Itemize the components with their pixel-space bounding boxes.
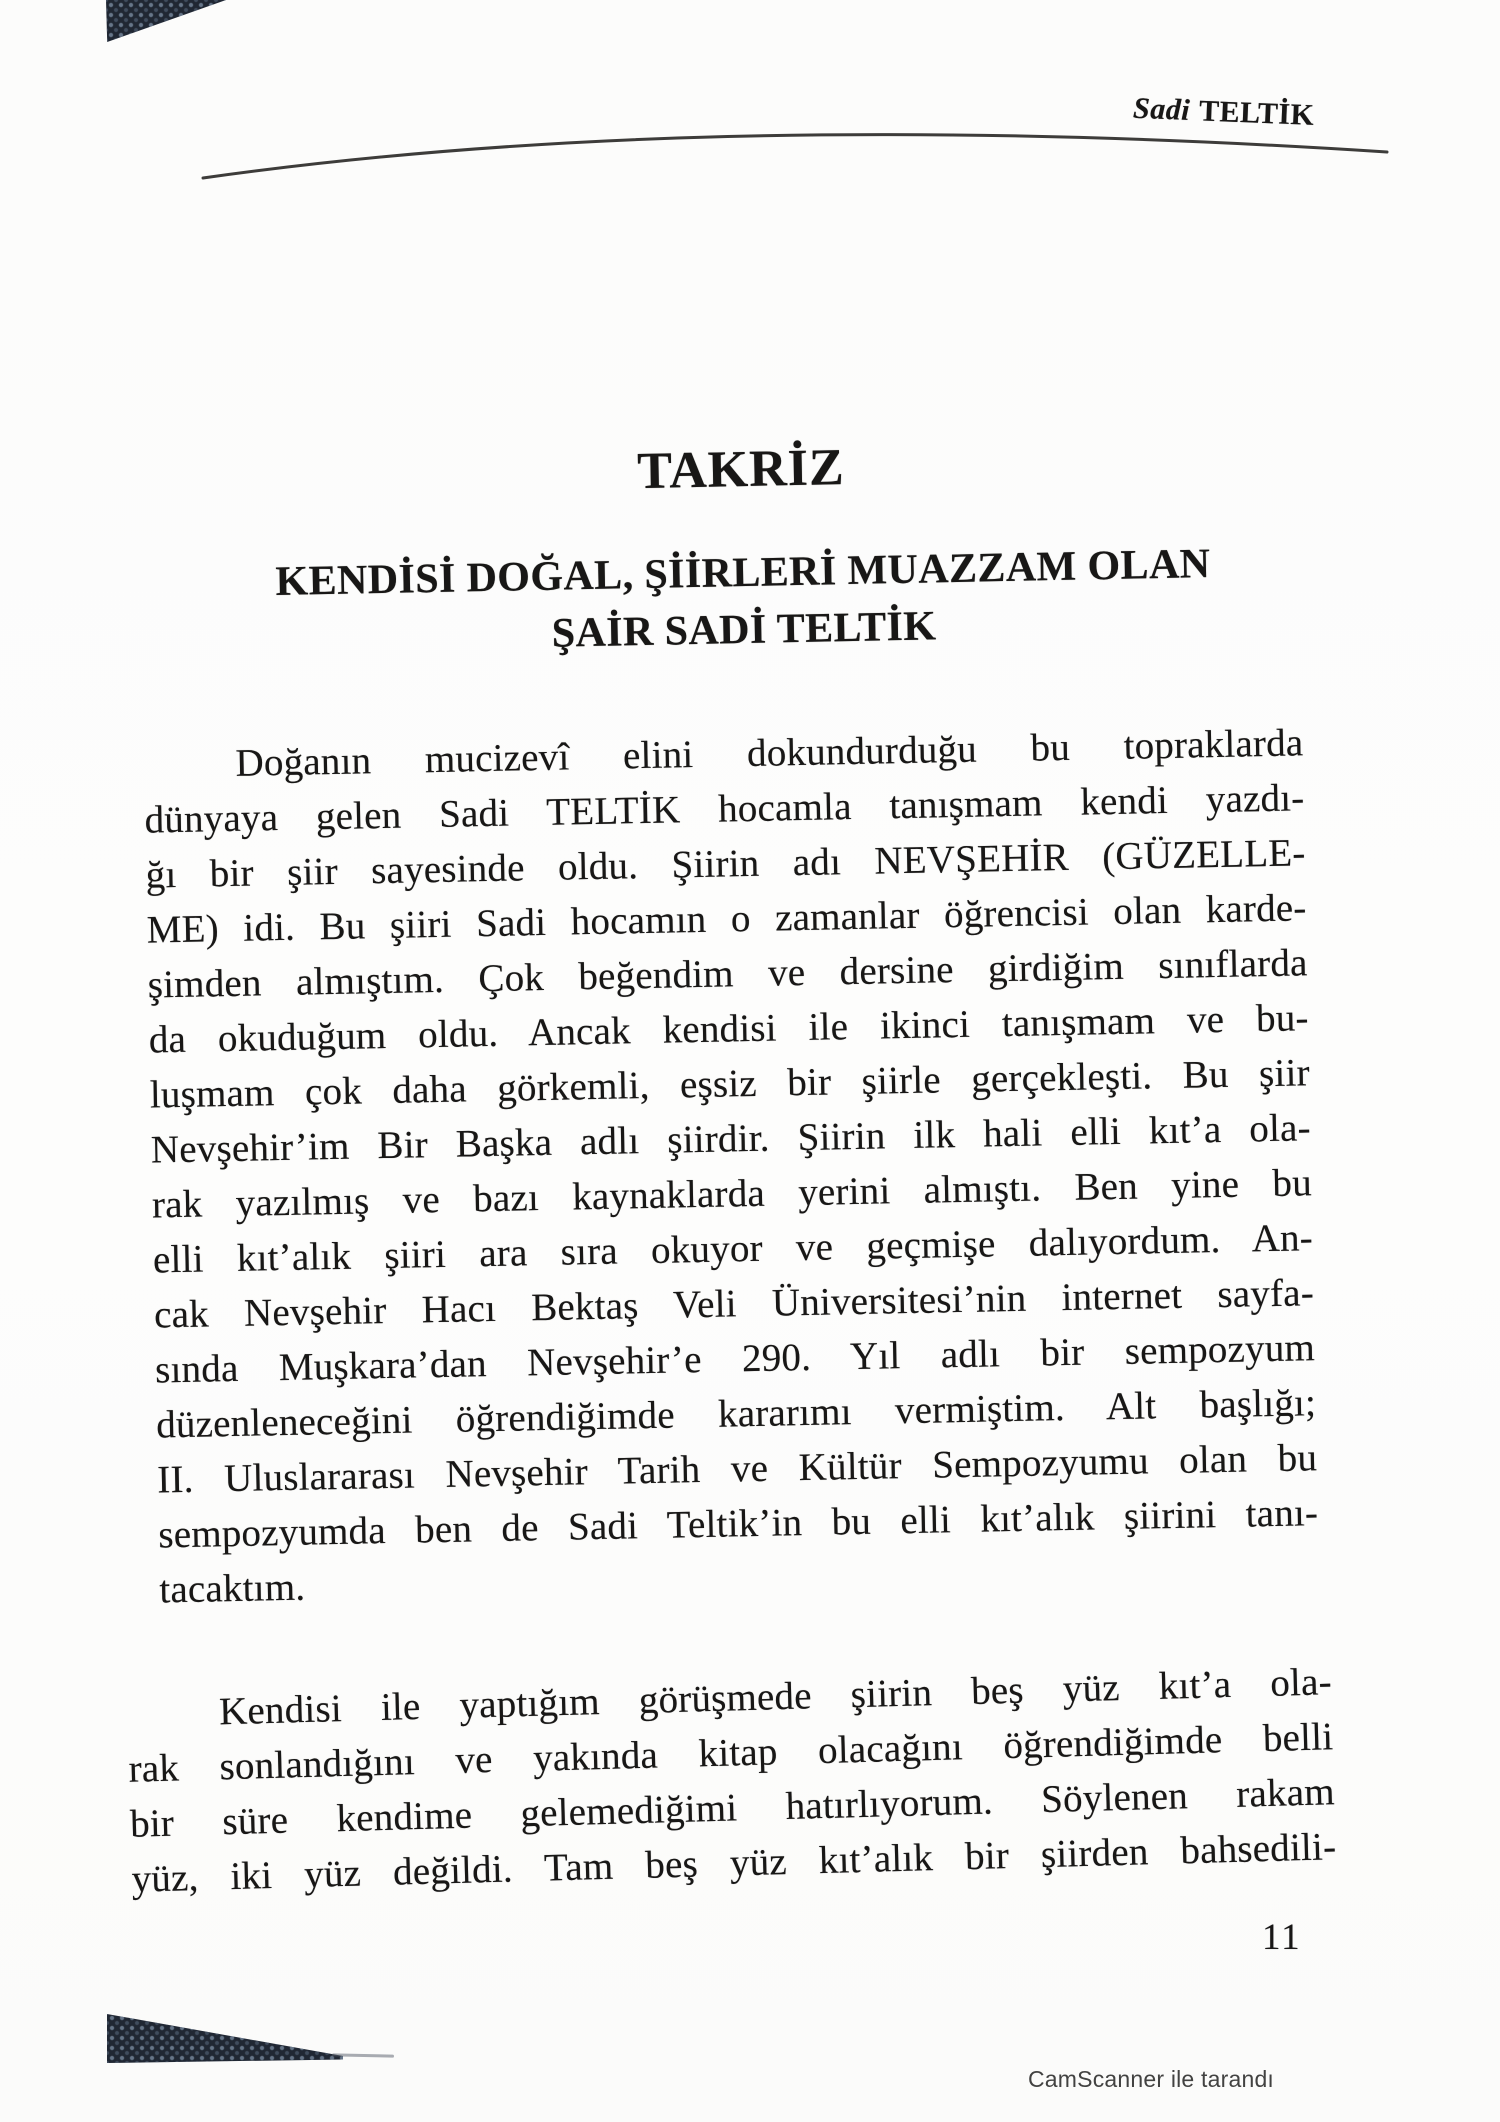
text-line: şimden almıştım. Çok beğendim ve dersine girdiğim sınıflarda	[147, 941, 1308, 1007]
text-line: düzenleneceğini öğrendiğimde kararımı vermiştim. Alt başlığı;	[155, 1381, 1317, 1447]
author-last-name: TELTİK	[1198, 94, 1315, 132]
paragraph-2	[126, 1654, 1337, 1907]
text-line: dünyaya gelen Sadi TELTİK hocamla tanışmam kendi yazdı-	[144, 776, 1305, 842]
text-line: cak Nevşehir Hacı Bektaş Veli Üniversitesi’nin internet sayfa-	[153, 1271, 1315, 1337]
text-line: Doğanın mucizevî elini dokundurduğu bu topraklarda	[235, 721, 1304, 785]
paragraph-1	[143, 715, 1320, 1617]
text-line: yüz, iki yüz değildi. Tam beş yüz kıt’alık bir şiirden bahsedili-	[131, 1825, 1337, 1901]
article-heading-line2: ŞAİR SADİ TELTİK	[551, 603, 937, 657]
text-line: luşmam çok daha görkemli, eşsiz bir şiirle gerçekleşti. Bu şiir	[149, 1051, 1311, 1117]
text-line: rak sonlandığını ve yakında kitap olacağını öğrendiğimde belli	[128, 1715, 1334, 1791]
page-number: 11	[1262, 1917, 1302, 1958]
author-first-name: Sadi	[1132, 91, 1191, 127]
text-line: ME) idi. Bu şiiri Sadi hocamın o zamanlar öğrencisi olan karde-	[146, 886, 1307, 952]
text-line: Kendisi ile yaptığım görüşmede şiirin beş yüz kıt’a ola-	[218, 1660, 1333, 1734]
text-line: sempozyumda ben de Sadi Teltik’in bu elli kıt’alık şiirini tanı-	[157, 1491, 1319, 1557]
text-line: II. Uluslararası Nevşehir Tarih ve Kültür Sempozyumu olan bu	[156, 1436, 1318, 1502]
text-line: ğı bir şiir sayesinde oldu. Şiirin adı NEVŞEHİR (GÜZELLE-	[145, 831, 1306, 897]
page-title: TAKRİZ	[636, 439, 846, 501]
article-heading-line1: KENDİSİ DOĞAL, ŞİİRLERİ MUAZZAM OLAN	[275, 541, 1211, 606]
text-line: elli kıt’alık şiiri ara sıra okuyor ve geçmişe dalıyordum. An-	[152, 1216, 1314, 1282]
text-line: Nevşehir’im Bir Başka adlı şiirdir. Şiirin ilk hali elli kıt’a ola-	[150, 1106, 1312, 1172]
text-line: rak yazılmış ve bazı kaynaklarda yerini almıştı. Ben yine bu	[151, 1161, 1313, 1227]
camscanner-watermark: CamScanner ile tarandı	[1028, 2066, 1275, 2092]
text-line: sında Muşkara’dan Nevşehir’e 290. Yıl adlı bir sempozyum	[154, 1326, 1316, 1392]
text-line: bir süre kendime gelemediğimi hatırlıyorum. Söylenen rakam	[129, 1770, 1336, 1846]
text-line: tacaktım.	[158, 1565, 306, 1612]
text-line: da okuduğum oldu. Ancak kendisi ile ikinci tanışmam ve bu-	[148, 996, 1310, 1062]
article-heading	[108, 533, 1380, 671]
